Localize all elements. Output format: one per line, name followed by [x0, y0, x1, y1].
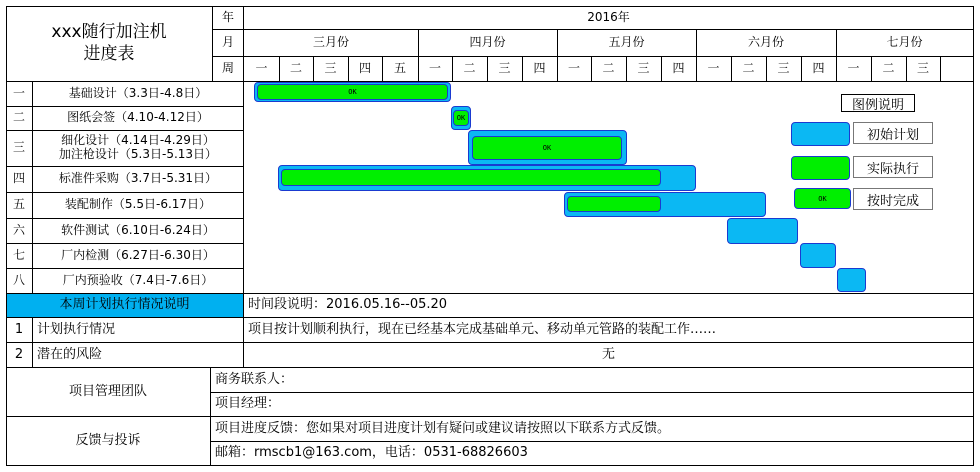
month-header: 三月份 — [312, 35, 349, 50]
row2-value: 无 — [601, 346, 615, 362]
ok-text: OK — [456, 114, 466, 122]
legend-title: 图例说明 — [841, 94, 915, 112]
grid-line — [32, 81, 33, 294]
row1-label: 计划执行情况 — [37, 321, 116, 337]
grid-line — [557, 29, 558, 82]
task-name: 基础设计（3.3日-4.8日） — [68, 85, 208, 100]
grid-line — [906, 56, 907, 82]
legend-plan-swatch — [791, 122, 850, 146]
grid-line — [522, 56, 523, 82]
task-no: 八 — [12, 272, 25, 287]
ok-text: OK — [348, 88, 357, 96]
row1-value: 项目按计划顺利执行，现在已经基本完成基础单元、移动单元管路的装配工作…… — [248, 321, 717, 337]
grid-line — [6, 465, 974, 466]
week-header: 三 — [777, 61, 790, 76]
grid-line — [6, 130, 244, 131]
task2-actual-bar — [453, 110, 469, 126]
section-header: 本周计划执行情况说明 — [59, 296, 190, 312]
grid-line — [243, 81, 244, 368]
week-header: 二 — [882, 61, 895, 76]
month-header: 六月份 — [747, 35, 784, 50]
grid-line — [731, 56, 732, 82]
year-label: 年 — [221, 10, 234, 25]
grid-line — [210, 392, 974, 393]
grid-line — [766, 56, 767, 82]
grid-line — [591, 56, 592, 82]
task8-plan-bar — [837, 268, 866, 292]
task6-plan-bar — [727, 218, 798, 244]
grid-line — [6, 268, 244, 269]
grid-line — [6, 192, 244, 193]
legend-ontime-label: 按时完成 — [853, 188, 933, 210]
task5-actual-bar — [567, 196, 661, 212]
row2-label: 潜在的风险 — [37, 346, 103, 362]
month-header: 四月份 — [469, 35, 506, 50]
feedback-line1: 项目进度反馈：您如果对项目进度计划有疑问或建议请按照以下联系方式反馈。 — [215, 421, 671, 437]
month-header: 七月份 — [886, 35, 923, 50]
week-header: 二 — [463, 61, 476, 76]
grid-line — [243, 6, 244, 82]
task-no: 六 — [12, 222, 25, 237]
week-header: 一 — [428, 61, 441, 76]
grid-line — [696, 29, 697, 82]
week-header: 三 — [637, 61, 650, 76]
grid-line — [487, 56, 488, 82]
task3-actual-bar — [472, 136, 622, 160]
grid-line — [6, 6, 7, 466]
period-text: 时间段说明：2016.05.16--05.20 — [248, 296, 448, 312]
business-contact: 商务联系人： — [215, 371, 294, 387]
feedback-contact: 邮箱：rmscb1@163.com，电话：0531-68826603 — [215, 445, 528, 461]
grid-line — [348, 56, 349, 82]
task4-actual-bar — [281, 169, 661, 186]
week-header: 二 — [289, 61, 302, 76]
week-header: 二 — [742, 61, 755, 76]
task7-plan-bar — [800, 243, 836, 268]
task-no: 五 — [12, 197, 25, 212]
grid-line — [279, 56, 280, 82]
month-label: 月 — [221, 35, 234, 50]
grid-line — [418, 29, 419, 82]
grid-line — [626, 56, 627, 82]
task-no: 七 — [12, 247, 25, 262]
grid-line — [6, 106, 244, 107]
project-manager: 项目经理： — [215, 396, 281, 412]
ok-text: OK — [542, 144, 552, 152]
grid-line — [836, 29, 837, 82]
grid-line — [6, 342, 974, 343]
week-header: 一 — [707, 61, 720, 76]
grid-line — [6, 243, 244, 244]
week-header: 二 — [602, 61, 615, 76]
grid-line — [6, 166, 244, 167]
grid-line — [6, 218, 244, 219]
grid-line — [212, 6, 213, 82]
grid-line — [210, 441, 974, 442]
grid-line — [973, 6, 974, 466]
grid-line — [213, 29, 974, 30]
week-header: 一 — [847, 61, 860, 76]
task-name: 厂内检测（6.27日-6.30日） — [61, 247, 215, 262]
task-name: 标准件采购（3.7日-5.31日） — [58, 171, 218, 186]
row1-no: 1 — [14, 321, 24, 337]
page-title: xxx随行加注机 进度表 — [51, 21, 167, 64]
task-name: 图纸会签（4.10-4.12日） — [67, 110, 209, 125]
grid-line — [213, 56, 974, 57]
grid-line — [6, 293, 974, 294]
week-header: 四 — [533, 61, 546, 76]
grid-line — [313, 56, 314, 82]
task-name: 装配制作（5.5日-6.17日） — [64, 197, 212, 212]
grid-line — [6, 317, 974, 318]
task-no: 三 — [12, 140, 25, 155]
legend-actual-swatch — [791, 156, 850, 180]
task-no: 四 — [12, 171, 25, 186]
week-header: 三 — [916, 61, 929, 76]
grid-line — [452, 56, 453, 82]
grid-line — [6, 6, 974, 7]
week-header: 一 — [255, 61, 268, 76]
week-header: 三 — [498, 61, 511, 76]
feedback-label: 反馈与投诉 — [75, 432, 141, 448]
task-name: 软件测试（6.10日-6.24日） — [61, 222, 215, 237]
task-name: 细化设计（4.14日-4.29日） 加注枪设计（5.3日-5.13日） — [58, 133, 218, 161]
grid-line — [871, 56, 872, 82]
week-header: 一 — [567, 61, 580, 76]
grid-line — [940, 56, 941, 82]
ok-text: OK — [818, 194, 827, 203]
grid-line — [6, 367, 974, 368]
grid-line — [382, 56, 383, 82]
task-no: 二 — [12, 110, 25, 125]
legend-plan-label: 初始计划 — [853, 122, 933, 144]
month-header: 五月份 — [608, 35, 645, 50]
legend-actual-label: 实际执行 — [853, 156, 933, 178]
grid-line — [32, 317, 33, 368]
week-header: 五 — [393, 61, 406, 76]
week-header: 四 — [672, 61, 685, 76]
week-header: 四 — [812, 61, 825, 76]
grid-line — [661, 56, 662, 82]
task-name: 厂内预验收（7.4日-7.6日） — [62, 272, 214, 287]
legend-ontime-swatch — [794, 188, 851, 209]
task-no: 一 — [12, 85, 25, 100]
week-header: 三 — [324, 61, 337, 76]
grid-line — [6, 81, 974, 82]
grid-line — [6, 416, 974, 417]
grid-line — [801, 56, 802, 82]
row2-no: 2 — [14, 346, 24, 362]
task1-actual-bar — [257, 84, 448, 100]
team-label: 项目管理团队 — [68, 383, 147, 399]
week-label: 周 — [221, 61, 234, 76]
year-value: 2016年 — [587, 10, 630, 25]
week-header: 四 — [358, 61, 371, 76]
